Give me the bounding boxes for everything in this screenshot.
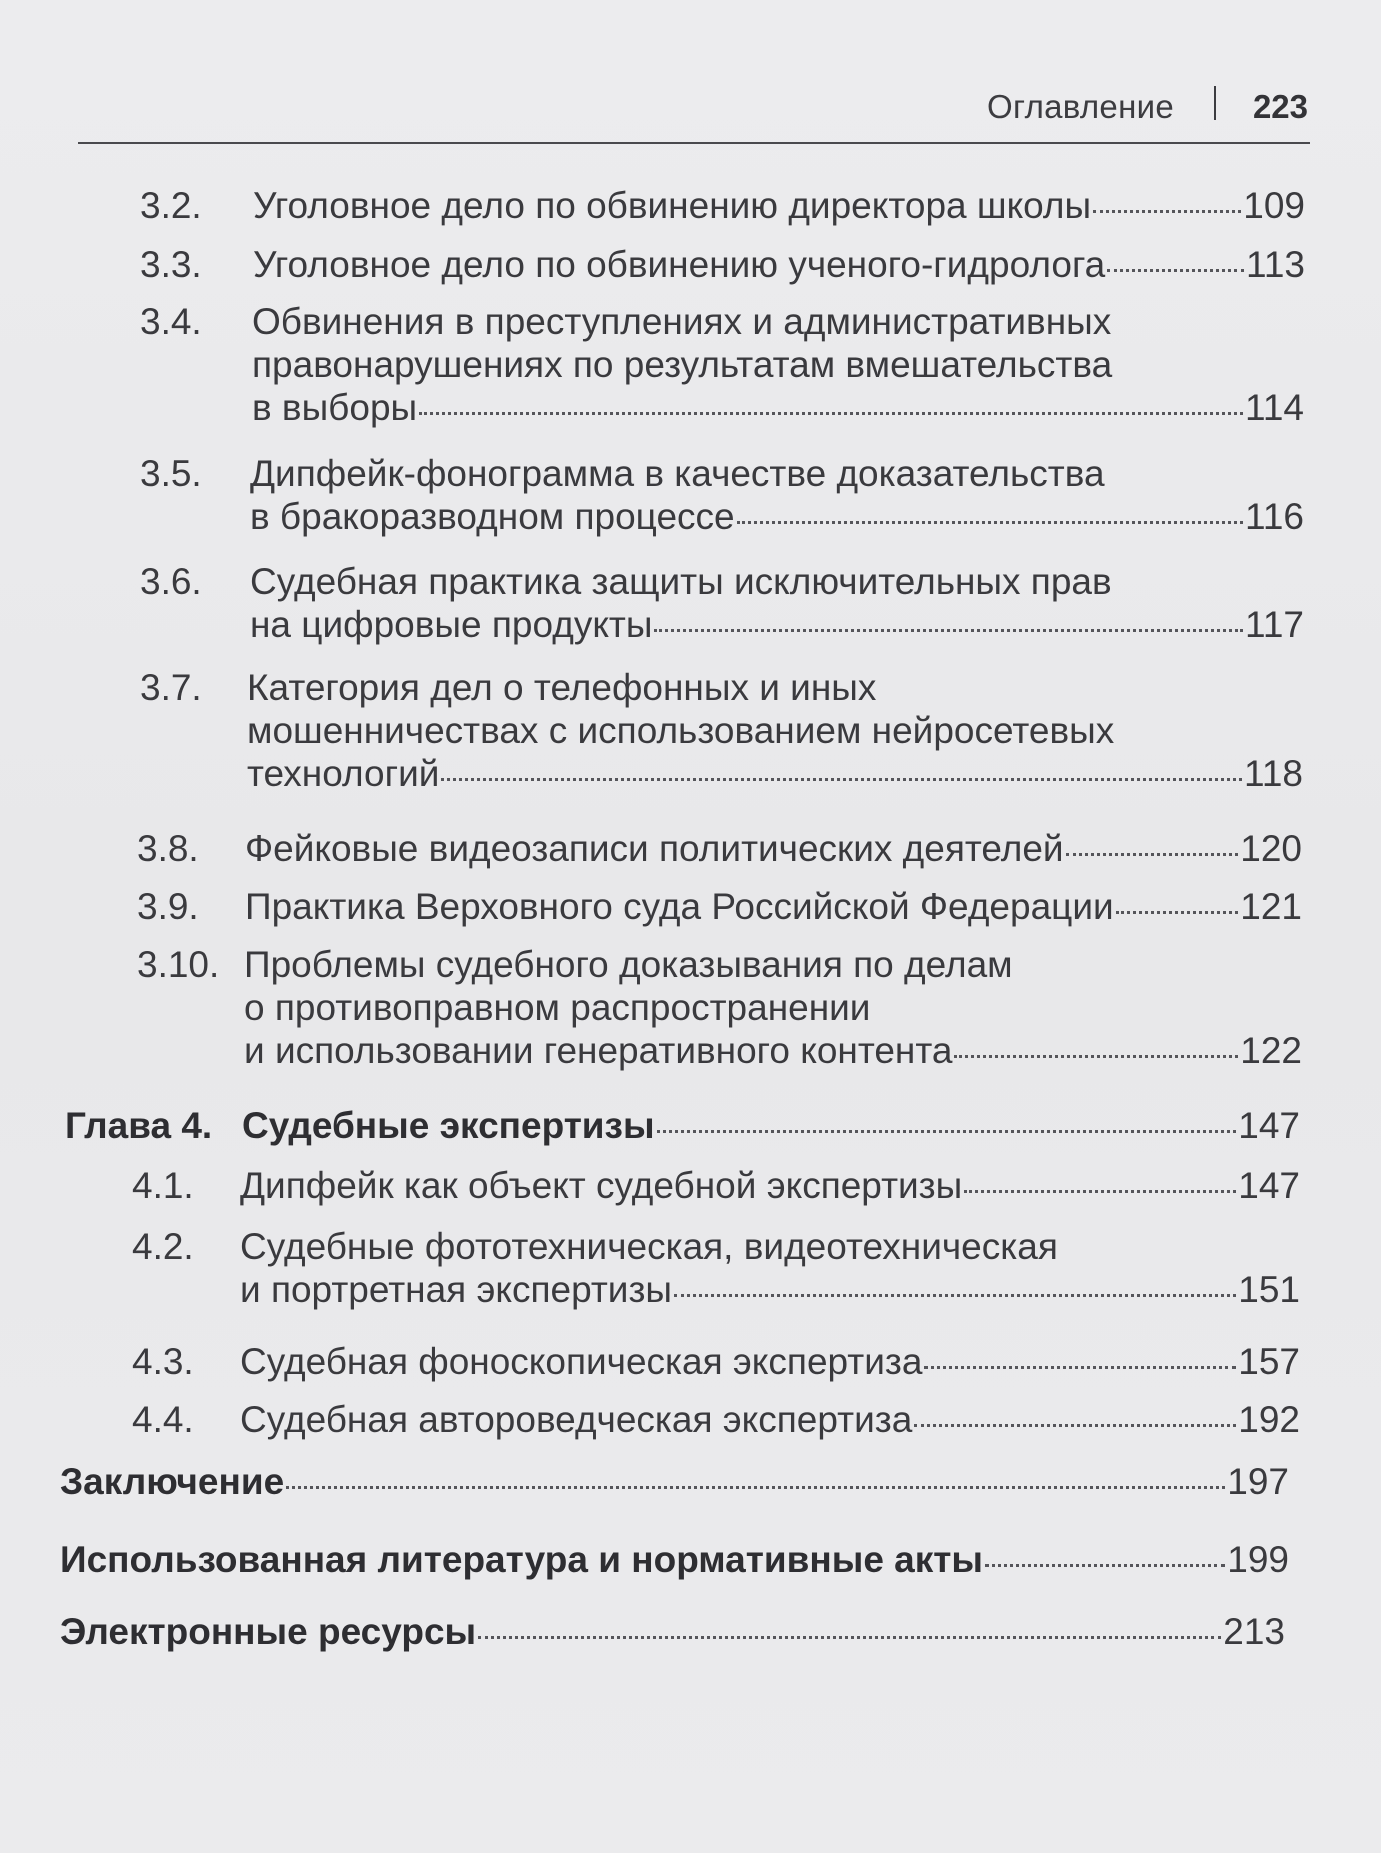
toc-chapter-number: Глава 4. <box>65 1105 213 1146</box>
toc-section-title: Заключение <box>60 1461 285 1502</box>
toc-page: 114 <box>1245 387 1304 428</box>
toc-title-line: в бракоразводном процессе <box>250 496 735 537</box>
toc-page: 117 <box>1245 604 1304 645</box>
toc-title: Дипфейк как объект судебной экспертизы <box>240 1165 963 1206</box>
leader-dots <box>1116 911 1239 914</box>
leader-dots <box>964 1190 1236 1193</box>
leader-dots <box>1066 853 1239 856</box>
toc-page: 118 <box>1244 753 1303 794</box>
toc-page: 116 <box>1245 496 1304 537</box>
toc-page: 109 <box>1243 185 1305 226</box>
toc-title: Практика Верховного суда Российской Федерации <box>245 886 1114 927</box>
toc-page: 147 <box>1238 1165 1300 1206</box>
leader-dots <box>654 629 1243 632</box>
toc-title-line: и использовании генеративного контента <box>244 1030 953 1071</box>
header-separator <box>1214 86 1216 120</box>
leader-dots <box>985 1564 1225 1567</box>
toc-title: Уголовное дело по обвинению ученого-гидролога <box>253 244 1106 285</box>
toc-title-line: Судебные фототехническая, видеотехническая <box>240 1226 1058 1267</box>
header-title: Оглавление <box>987 88 1174 125</box>
toc-title: Фейковые видеозаписи политических деятелей <box>245 828 1064 869</box>
toc-page: 199 <box>1227 1539 1289 1580</box>
toc-page: 197 <box>1227 1461 1289 1502</box>
leader-dots <box>657 1130 1237 1133</box>
toc-title-line: Обвинения в преступлениях и административных <box>252 301 1112 342</box>
leader-dots <box>441 778 1242 781</box>
toc-number: 4.3. <box>132 1341 194 1382</box>
leader-dots <box>914 1424 1236 1427</box>
toc-page: 113 <box>1246 244 1305 285</box>
toc-number: 3.9. <box>137 886 199 927</box>
leader-dots <box>1093 210 1241 213</box>
toc-page: 120 <box>1240 828 1302 869</box>
header-page-number: 223 <box>1252 88 1308 125</box>
running-header <box>78 82 1310 144</box>
toc-number: 3.5. <box>140 453 202 494</box>
toc-title-line: Категория дел о телефонных и иных <box>247 667 877 708</box>
toc-page: 157 <box>1238 1341 1300 1382</box>
toc-title: Судебная фоноскопическая экспертиза <box>240 1341 923 1382</box>
toc-title-line: технологий <box>247 753 440 794</box>
toc-title-line: на цифровые продукты <box>250 604 653 645</box>
leader-dots <box>478 1636 1221 1639</box>
toc-number: 3.10. <box>137 944 220 985</box>
toc-title-line: Дипфейк-фонограмма в качестве доказательства <box>250 453 1105 494</box>
toc-section-title: Электронные ресурсы <box>60 1611 477 1652</box>
leader-dots <box>286 1486 1225 1489</box>
toc-number: 3.8. <box>137 828 199 869</box>
toc-number: 3.3. <box>140 244 202 285</box>
leader-dots <box>954 1055 1238 1058</box>
leader-dots <box>1107 269 1244 272</box>
toc-section-title: Использованная литература и нормативные акты <box>60 1539 983 1580</box>
toc-title-line: мошенничествах с использованием нейросетевых <box>247 710 1115 751</box>
toc-page: 122 <box>1240 1030 1302 1071</box>
leader-dots <box>737 521 1243 524</box>
leader-dots <box>419 412 1243 415</box>
toc-page: 213 <box>1223 1611 1285 1652</box>
toc-page: 192 <box>1238 1399 1300 1440</box>
toc-number: 3.2. <box>140 185 202 226</box>
leader-dots <box>674 1294 1236 1297</box>
toc-title-line: в выборы <box>252 387 418 428</box>
toc-title-line: о противоправном распространении <box>244 987 871 1028</box>
toc-number: 3.6. <box>140 561 202 602</box>
toc-number: 4.4. <box>132 1399 194 1440</box>
toc-number: 4.1. <box>132 1165 194 1206</box>
toc-number: 4.2. <box>132 1226 194 1267</box>
toc-title-line: Судебная практика защиты исключительных прав <box>250 561 1112 602</box>
toc-page: 147 <box>1238 1105 1300 1146</box>
toc-chapter-title: Судебные экспертизы <box>242 1105 655 1146</box>
toc-number: 3.7. <box>140 667 202 708</box>
toc-page: 151 <box>1238 1269 1300 1310</box>
toc-title: Уголовное дело по обвинению директора школы <box>253 185 1092 226</box>
toc-number: 3.4. <box>140 301 202 342</box>
toc-title: Судебная автороведческая экспертиза <box>240 1399 913 1440</box>
toc-title-line: Проблемы судебного доказывания по делам <box>244 944 1013 985</box>
toc-page: 121 <box>1240 886 1302 927</box>
toc-title-line: правонарушениях по результатам вмешательства <box>252 344 1113 385</box>
leader-dots <box>924 1366 1236 1369</box>
toc-title-line: и портретная экспертизы <box>240 1269 673 1310</box>
